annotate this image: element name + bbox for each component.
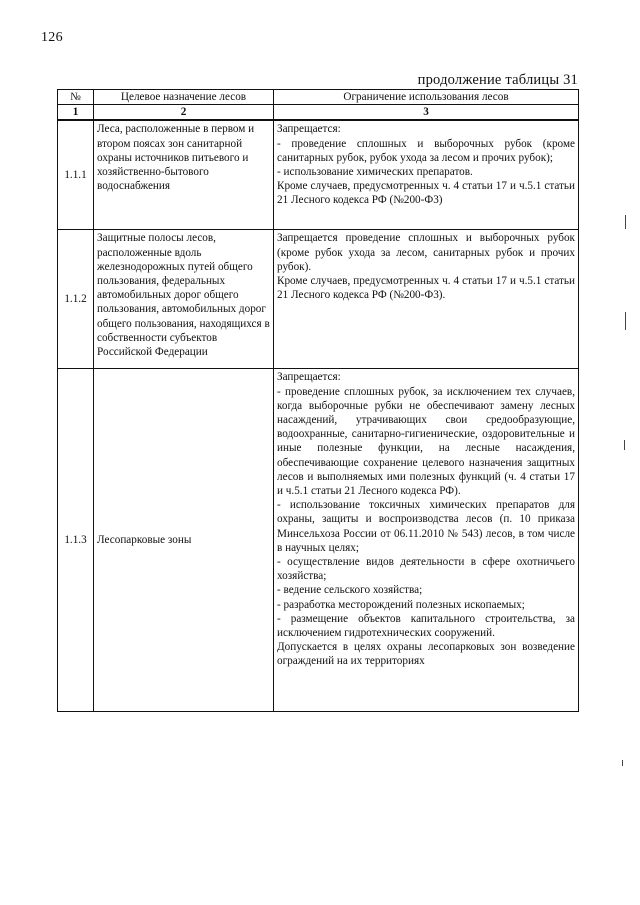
table-column-numbers-row bbox=[58, 105, 579, 121]
forest-purpose bbox=[94, 120, 274, 230]
scan-artifact bbox=[624, 440, 625, 450]
forest-purpose-text: Лесопарковые зоны bbox=[97, 534, 192, 547]
restriction-line: - размещение объектов капитального строительства, за исключением гидротехнических сооружений. bbox=[277, 612, 575, 640]
header-number: № bbox=[58, 90, 94, 105]
table-row bbox=[58, 369, 579, 712]
usage-restriction bbox=[274, 120, 579, 230]
table-row bbox=[58, 230, 579, 369]
forest-purpose-text: Леса, расположенные в первом и втором поясах зон санитарной охраны источников питьевого и хозяйственно-бытового водоснабжения bbox=[97, 123, 255, 193]
column-number-3: 3 bbox=[274, 105, 579, 121]
scan-artifact bbox=[625, 312, 626, 330]
page-number: 126 bbox=[41, 30, 63, 45]
table-continuation-label: продолжение таблицы 31 bbox=[417, 72, 578, 88]
table-row bbox=[58, 120, 579, 230]
row-number: 1.1.1 bbox=[58, 120, 94, 230]
usage-restriction bbox=[274, 369, 579, 712]
restriction-line: - осуществление видов деятельности в сфере охотничьего хозяйства; bbox=[277, 556, 575, 583]
usage-restriction bbox=[274, 230, 579, 369]
table-header-row bbox=[58, 90, 579, 105]
restriction-line: - использование химических препаратов. bbox=[277, 166, 473, 179]
restriction-line: Запрещается проведение сплошных и выборочных рубок (кроме рубок ухода за лесом, санитарных рубок и прочих рубок). bbox=[277, 232, 575, 273]
scan-artifact bbox=[625, 215, 626, 229]
scan-artifact bbox=[622, 760, 623, 766]
header-restriction: Ограничение использования лесов bbox=[274, 90, 579, 105]
restriction-line: Запрещается: bbox=[277, 123, 341, 136]
restriction-line: - разработка месторождений полезных ископаемых; bbox=[277, 598, 525, 611]
row-number: 1.1.2 bbox=[58, 230, 94, 369]
row-number: 1.1.3 bbox=[58, 369, 94, 712]
restriction-line: Допускается в целях охраны лесопарковых зон возведение ограждений на их территориях bbox=[277, 641, 575, 668]
restriction-line: Кроме случаев, предусмотренных ч. 4 статьи 17 и ч.5.1 статьи 21 Лесного кодекса РФ (№200-Ф3). bbox=[277, 275, 575, 302]
restriction-line: - использование токсичных химических препаратов для охраны, защиты и воспроизводства лесов (п. 10 приказа Минсельхоза России от 06.11.2010 № 543) лесов, в том числе в научных целях; bbox=[277, 499, 575, 554]
restriction-line: - ведение сельского хозяйства; bbox=[277, 584, 423, 597]
restriction-line: Запрещается: bbox=[277, 371, 341, 384]
restrictions-table-container bbox=[57, 89, 578, 712]
column-number-1: 1 bbox=[58, 105, 94, 121]
restriction-line: - проведение сплошных и выборочных рубок (кроме санитарных рубок, рубок ухода за лесом и прочих рубок); bbox=[277, 137, 575, 164]
forest-purpose bbox=[94, 369, 274, 712]
restriction-line: Кроме случаев, предусмотренных ч. 4 статьи 17 и ч.5.1 статьи 21 Лесного кодекса РФ (№200-Ф3) bbox=[277, 180, 575, 207]
forest-purpose bbox=[94, 230, 274, 369]
header-purpose: Целевое назначение лесов bbox=[94, 90, 274, 105]
restriction-line: - проведение сплошных рубок, за исключением тех случаев, когда выборочные рубки не обеспечивают замену лесных насаждений, утрачивающих свои средообразующие, водоохранные, санитарно-гигиенические, оздоровительные и иные полезные функции, на лесные насаждения, обеспечивающие сохранение целевого назначения защитных лесов и выполняемых ими полезных функций (ч. 4 статьи 17 и ч.5.1 статьи 21 Лесного кодекса РФ). bbox=[277, 385, 575, 498]
restrictions-table bbox=[57, 89, 579, 712]
forest-purpose-text: Защитные полосы лесов, расположенные вдоль железнодорожных путей общего пользования, федеральных автомобильных дорог общего пользования, автомобильных дорог общего пользования, находящихся в собственности субъектов Российской Федерации bbox=[97, 232, 270, 359]
column-number-2: 2 bbox=[94, 105, 274, 121]
